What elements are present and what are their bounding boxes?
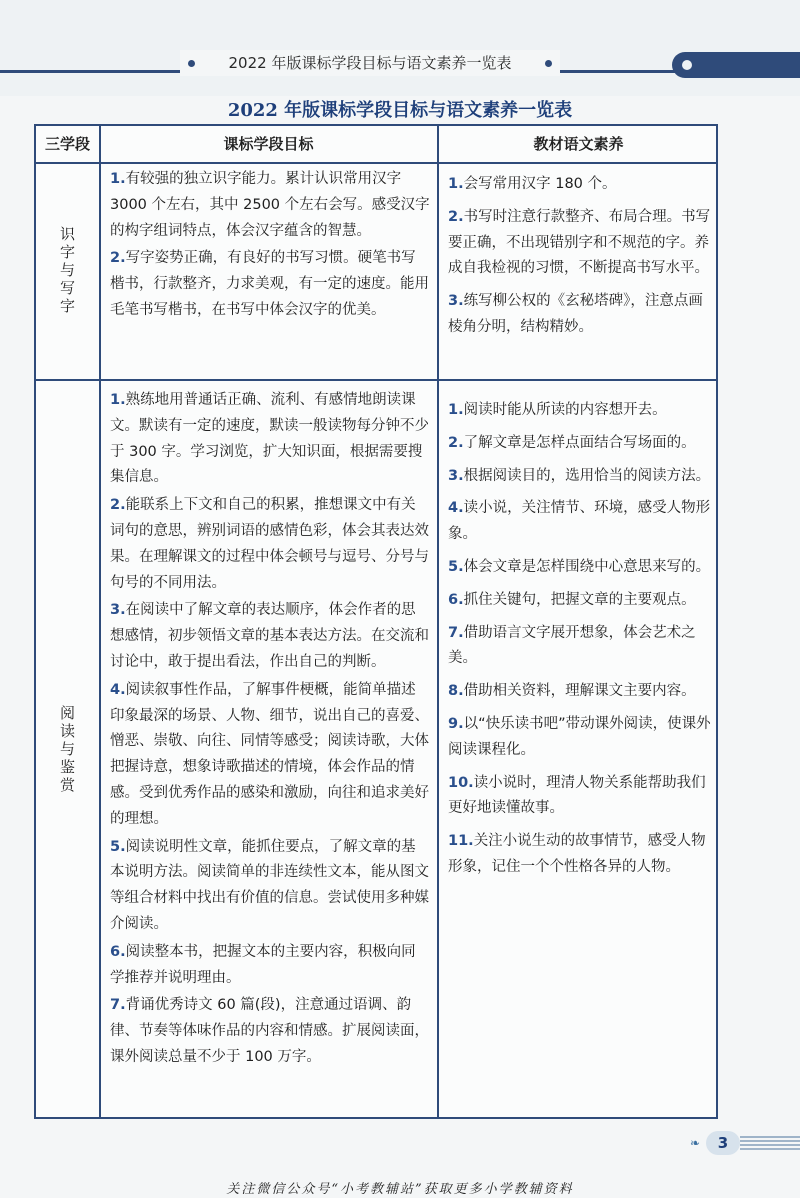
header-row-divider: [36, 162, 716, 164]
goal-item: [110, 167, 430, 244]
overview-table: [34, 124, 718, 1119]
literacy-cell: [448, 172, 712, 348]
goal-text: 阅读整本书，把握文本的主要内容，积极向同学推荐并说明理由。: [110, 943, 416, 986]
literacy-number: 2.: [448, 208, 464, 225]
goal-text: 写字姿势正确，有良好的书写习惯。硬笔书写楷书，行款整齐，力求美观，有一定的速度。能用毛笔书写楷书，在书写中体会汉字的优美。: [110, 250, 429, 318]
literacy-number: 2.: [448, 434, 464, 451]
header-tab: [672, 52, 800, 78]
literacy-item: [448, 289, 712, 341]
page-header: [0, 0, 800, 96]
goal-text: 熟练地用普通话正确、流利、有感情地朗读课文。默读有一定的速度，默读一般读物每分钟不少于 300 字。学习浏览，扩大知识面，根据需要搜集信息。: [110, 392, 429, 486]
page-number-badge: [690, 1131, 800, 1155]
literacy-text: 读小说时，理清人物关系能帮助我们更好地读懂故事。: [448, 774, 706, 817]
tab-dot-icon: [682, 60, 692, 70]
stage-label: [36, 163, 99, 379]
goal-text: 在阅读中了解文章的表达顺序，体会作者的思想感情，初步领悟文章的基本表达方法。在交流和讨论中，敢于提出看法，作出自己的判断。: [110, 602, 429, 670]
goal-item: [110, 246, 430, 323]
goal-text: 背诵优秀诗文 60 篇(段)，注意通过语调、韵律、节奏等体味作品的内容和情感。扩展阅读面，课外阅读总量不少于 100 万字。: [110, 997, 429, 1065]
literacy-item: [448, 172, 712, 198]
goal-item: [110, 598, 430, 675]
goal-number: 2.: [110, 497, 126, 514]
literacy-number: 11.: [448, 833, 474, 850]
literacy-text: 书写时注意行款整齐、布局合理。书写要正确，不出现错别字和不规范的字。养成自我检视的习惯，不断提高书写水平。: [448, 208, 711, 277]
literacy-number: 8.: [448, 683, 464, 700]
goal-item: [110, 388, 430, 491]
header-stage: 三学段: [44, 135, 90, 153]
goal-number: 2.: [110, 250, 126, 267]
running-title-text: 2022 年版课标学段目标与语文素养一览表: [228, 54, 512, 72]
literacy-item: [448, 205, 712, 282]
goal-item: [110, 678, 430, 833]
literacy-text: 读小说，关注情节、环境，感受人物形象。: [448, 500, 711, 543]
literacy-text: 练写柳公权的《玄秘塔碑》，注意点画棱角分明，结构精妙。: [448, 293, 703, 335]
goal-item: [110, 493, 430, 596]
bullet-icon: [545, 60, 552, 67]
column-divider: [437, 126, 439, 1117]
literacy-text: 根据阅读目的，选用恰当的阅读方法。: [463, 467, 711, 484]
goal-item: [110, 993, 430, 1070]
document-title: 2022 年版课标学段目标与语文素养一览表: [227, 100, 573, 121]
stage-label: [36, 381, 99, 1119]
literacy-item: [448, 712, 712, 764]
literacy-number: 10.: [448, 774, 474, 791]
leaf-icon: ❧: [690, 1136, 701, 1150]
literacy-number: 9.: [448, 715, 464, 732]
goal-number: 7.: [110, 997, 126, 1014]
literacy-item: [448, 496, 712, 548]
literacy-item: [448, 679, 712, 705]
literacy-text: 阅读时能从所读的内容想开去。: [463, 402, 667, 418]
literacy-text: 了解文章是怎样点面结合写场面的。: [463, 434, 696, 451]
goals-cell: [110, 167, 430, 326]
literacy-item: [448, 555, 712, 581]
goal-number: 1.: [110, 392, 126, 408]
literacy-text: 体会文章是怎样围绕中心意思来写的。: [463, 558, 711, 575]
goal-text: 能联系上下文和自己的积累，推想课文中有关词句的意思，辨别词语的感情色彩，体会其表达效果。在理解课文的过程中体会顿号与逗号、分号与句号的不同用法。: [110, 497, 429, 591]
stage-label-text: 识字与写字: [58, 226, 76, 316]
literacy-number: 3.: [448, 467, 464, 484]
goal-text: 有较强的独立识字能力。累计认识常用汉字 3000 个左右，其中 2500 个左右会写。感受汉字的构字组词特点，体会汉字蕴含的智慧。: [110, 171, 430, 239]
page-number: 3: [706, 1131, 740, 1155]
goal-number: 1.: [110, 171, 126, 187]
header-literacy: 教材语文素养: [533, 135, 624, 153]
stage-label-text: 阅读与鉴赏: [58, 705, 76, 795]
literacy-item: [448, 588, 712, 614]
bullet-icon: [188, 60, 195, 67]
goal-item: [110, 940, 430, 992]
literacy-item: [448, 771, 712, 823]
literacy-text: 借助语言文字展开想象，体会艺术之美。: [448, 624, 696, 667]
goal-number: 3.: [110, 602, 126, 619]
header-goals: 课标学段目标: [223, 135, 314, 153]
literacy-number: 3.: [448, 293, 464, 310]
literacy-text: 关注小说生动的故事情节，感受人物形象，记住一个个性格各异的人物。: [448, 833, 706, 875]
literacy-item: [448, 621, 712, 673]
goal-number: 4.: [110, 681, 126, 698]
row-divider: [36, 379, 716, 381]
literacy-text: 会写常用汉字 180 个。: [463, 176, 617, 192]
goals-cell: [110, 388, 430, 1073]
literacy-number: 4.: [448, 500, 464, 517]
goal-number: 6.: [110, 943, 126, 960]
footer-note: 关注微信公众号“小考教辅站”获取更多小学教辅资料: [226, 1182, 574, 1197]
goal-item: [110, 835, 430, 938]
literacy-item: [448, 829, 712, 881]
literacy-number: 6.: [448, 591, 464, 608]
literacy-number: 1.: [448, 402, 464, 418]
literacy-item: [448, 398, 712, 424]
literacy-number: 1.: [448, 176, 464, 192]
literacy-cell: [448, 398, 712, 888]
literacy-item: [448, 431, 712, 457]
goal-number: 5.: [110, 838, 126, 855]
literacy-number: 7.: [448, 624, 464, 641]
literacy-text: 以“快乐读书吧”带动课外阅读，使课外阅读课程化。: [448, 715, 711, 758]
decorative-stripes: [740, 1136, 800, 1150]
goal-text: 阅读叙事性作品，了解事件梗概，能简单描述印象最深的场景、人物、细节，说出自己的喜爱、憎恶、崇敬、向往、同情等感受；阅读诗歌，大体把握诗意，想象诗歌描述的情境，体会作品的情感。受到优秀作品的感染和激励，向往和追求美好的理想。: [110, 681, 429, 827]
literacy-text: 抓住关键句，把握文章的主要观点。: [463, 591, 696, 608]
literacy-number: 5.: [448, 558, 464, 575]
goal-text: 阅读说明性文章，能抓住要点，了解文章的基本说明方法。阅读简单的非连续性文本，能从图文等组合材料中找出有价值的信息。尝试使用多种媒介阅读。: [110, 838, 429, 932]
literacy-item: [448, 464, 712, 490]
literacy-text: 借助相关资料，理解课文主要内容。: [463, 683, 696, 700]
running-title: [180, 50, 560, 76]
column-divider: [99, 126, 101, 1117]
